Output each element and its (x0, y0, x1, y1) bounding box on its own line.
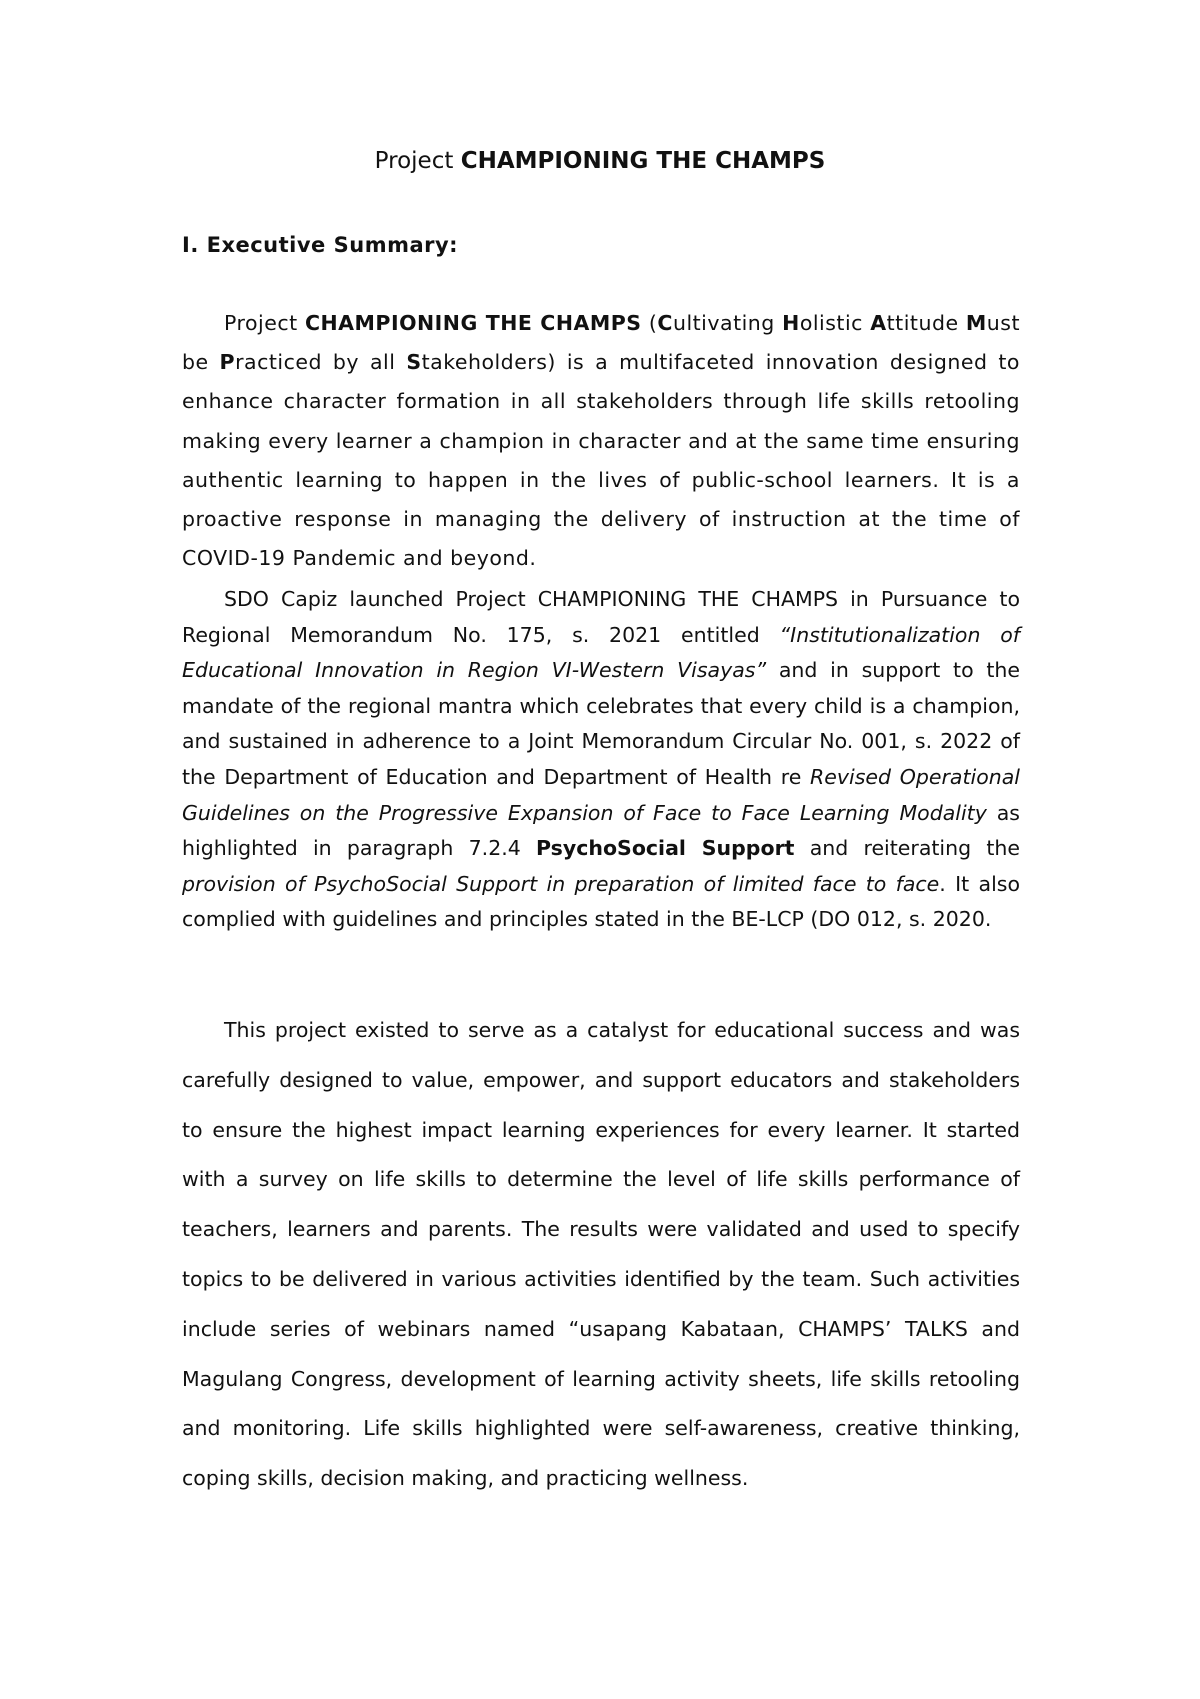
title-prefix: Project (374, 148, 461, 174)
p1-text: racticed by all (235, 350, 407, 375)
paragraph-sdo-capiz (182, 582, 1020, 938)
p1-text: ttitude (886, 311, 966, 335)
title-bold: CHAMPIONING THE CHAMPS (460, 148, 826, 174)
p2-text: SDO Capiz launched Project CHAMPIONING THE CHAMPS in Pursuance to Regional Memorandum No. 175, s. 2021 entitled (182, 587, 1020, 647)
p2-psychosocial-support: PsychoSocial Support (536, 836, 795, 861)
p2-provision-text: provision of PsychoSocial Support in preparation of limited face to face (182, 871, 940, 896)
p2-text: . It also complied with guidelines and principles stated in the BE-LCP (DO 012, s. 2020. (182, 871, 1020, 932)
p1-acronym-letter: P (219, 350, 236, 375)
document-title (0, 146, 1200, 176)
p1-acronym-letter: C (657, 311, 673, 335)
p1-acronym-letter: S (406, 350, 422, 375)
p1-acronym-letter: A (870, 311, 887, 335)
p1-text: Project (224, 311, 305, 335)
p1-text: olistic (799, 311, 871, 335)
paragraph-project-purpose: This project existed to serve as a catalyst for educational success and was carefully designed to value, empower, and support educators and stakeholders to ensure the highest impact learning experiences for every learner. It started with a survey on life skills to determine the level of life skills performance of teachers, learners and parents. The results were validated and used to specify topics to be delivered in various activities identified by the team. Such activities include series of webinars named “usapang Kabataan, CHAMPS’ TALKS and Magulang Congress, development of learning activity sheets, life skills retooling and monitoring. Life skills highlighted were self-awareness, creative thinking, coping skills, decision making, and practicing wellness. (182, 1018, 1020, 1491)
section-heading: I. Executive Summary: (182, 233, 459, 257)
p2-text: and in support to the mandate of the regional mantra which celebrates that every child is a champion, and sustained in adherence to a Joint Memorandum Circular No. 001, s. 2022 of the Department of Education and Department of Health re (182, 658, 1020, 789)
p1-project-name: CHAMPIONING THE CHAMPS (304, 311, 642, 335)
p1-text: ( (641, 311, 658, 335)
p1-acronym-letter: M (965, 311, 987, 335)
paragraph-executive-summary (182, 304, 1020, 578)
p2-guidelines-title: Revised Operational Guidelines on the Progressive Expansion of Face to Face Learning Modality (182, 764, 1020, 825)
p1-text: takeholders) is a multifaceted innovation designed to enhance character formation in all stakeholders through life skills retooling making every learner a champion in character and at the same time ensuring authentic learning to happen in the lives of public-school learners. It is a proactive response in managing the delivery of instruction at the time of COVID-19 Pandemic and beyond. (182, 350, 1020, 571)
p1-text: ultivating (672, 311, 783, 335)
p2-text: as highlighted in paragraph 7.2.4 (182, 800, 1020, 861)
p2-text: and reiterating the (794, 836, 1020, 861)
p1-text: ust be (182, 311, 1021, 375)
p1-acronym-letter: H (782, 311, 800, 335)
p2-memorandum-title: “Institutionalization of Educational Innovation in Region VI-Western Visayas” (182, 622, 1021, 683)
